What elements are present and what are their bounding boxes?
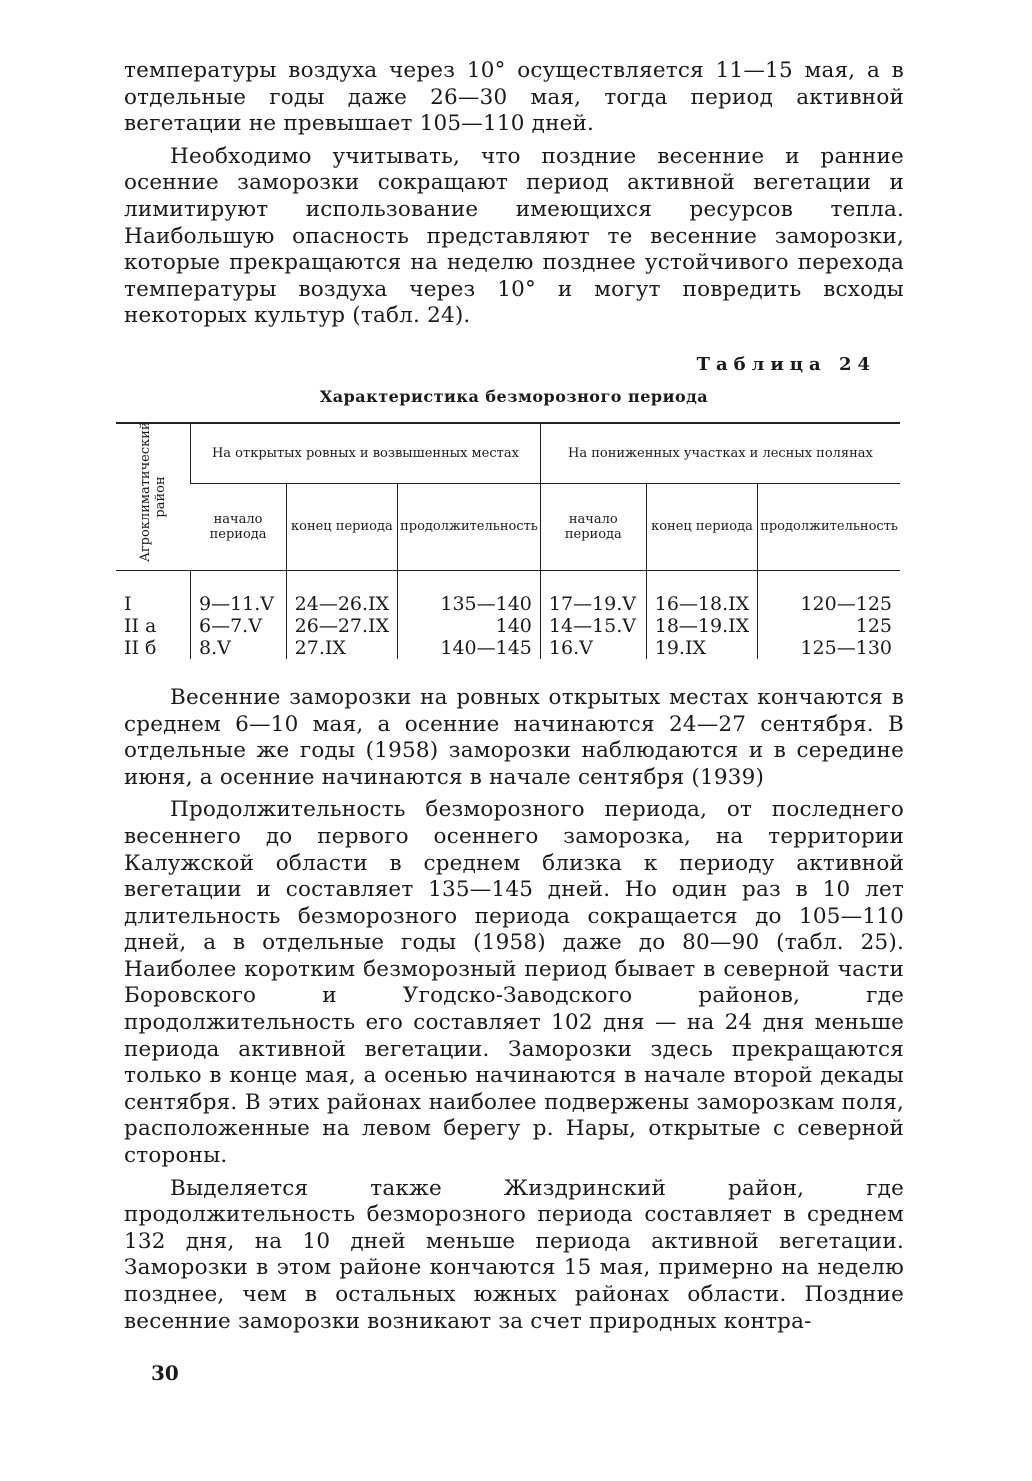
paragraph-4: Продолжительность безморозного периода, от последнего весеннего до первого осеннего заморозка, на территории Калужской области в среднем близка к периоду активной вегетации и составляет 135—145 дней. Но один раз в 10 лет длительность безморозного периода сокращается до 105—110 дней, а в отдельные годы (1958) даже до 80—90 (табл. 25). Наиболее коротким безморозный период бывает в северной части Боровского и Угодско-Заводского районов, где продолжительность его составляет 102 дня — на 24 дня меньше периода активной вегетации. Заморозки здесь прекращаются только в конце мая, а осенью начинаются в начале второй декады сентября. В этих районах наиболее подвержены заморозкам поля, расположенные на левом берегу р. Нары, открытые с северной стороны.: [124, 797, 904, 1169]
low-start-cell: 16.V: [540, 637, 646, 659]
region-cell: I: [124, 592, 132, 615]
paragraph-2: Необходимо учитывать, что поздние весенние и ранние осенние заморозки сокращают период активной вегетации и лимитируют использование имеющихся ресурсов тепла. Наибольшую опасность представляют те весенние заморозки, которые прекращаются на неделю позднее устойчивого перехода температуры воздуха через 10° и могут повредить всходы некоторых культур (табл. 24).: [124, 143, 904, 329]
paragraph-3: Весенние заморозки на ровных открытых местах кончаются в среднем 6—10 мая, а осенние начинаются 24—27 сентября. В отдельные же годы (1958) заморозки наблюдаются и в середине июня, а осенние начинаются в начале сентября (1939): [124, 684, 904, 790]
open-end-cell: 24—26.IX: [286, 570, 397, 615]
low-duration-cell: 120—125: [758, 570, 900, 615]
page-body: [124, 58, 904, 1335]
open-start-header: начало периода: [191, 483, 287, 570]
paragraph-1: температуры воздуха через 10° осуществляется 11—15 мая, а в отдельные годы даже 26—30 мая, тогда период активной вегетации не превышает 105—110 дней.: [124, 58, 904, 137]
low-start-cell: 14—15.V: [540, 615, 646, 637]
low-end-cell: 19.IX: [646, 637, 757, 659]
region-header: Агроклиматический район: [138, 421, 168, 562]
low-end-cell: 16—18.IX: [646, 570, 757, 615]
open-start-cell: 6—7.V: [191, 615, 287, 637]
table-row: [116, 615, 900, 637]
table-row: [116, 570, 900, 615]
open-end-cell: 26—27.IX: [286, 615, 397, 637]
open-start-cell: 8.V: [191, 637, 287, 659]
table-label: Таблица 24: [696, 353, 876, 375]
open-start-cell: 9—11.V: [191, 570, 287, 615]
open-duration-header: продолжительность: [398, 483, 541, 570]
open-duration-cell: 135—140: [398, 570, 541, 615]
group-open-header: На открытых ровных и возвышенных местах: [191, 423, 541, 483]
table-row: [116, 637, 900, 659]
low-duration-cell: 125: [758, 615, 900, 637]
region-header-cell: [116, 423, 191, 571]
low-end-header: конец периода: [646, 483, 757, 570]
frost-free-period-table: [116, 422, 900, 659]
table-title: Характеристика безморозного периода: [319, 386, 709, 406]
open-duration-cell: 140—145: [398, 637, 541, 659]
low-start-header: начало периода: [540, 483, 646, 570]
low-duration-header: продолжительность: [758, 483, 900, 570]
low-duration-cell: 125—130: [758, 637, 900, 659]
low-start-cell: 17—19.V: [540, 570, 646, 615]
open-end-cell: 27.IX: [286, 637, 397, 659]
low-end-cell: 18—19.IX: [646, 615, 757, 637]
open-end-header: конец периода: [286, 483, 397, 570]
region-cell: II а: [124, 614, 157, 637]
region-cell: II б: [124, 636, 157, 659]
page-number: 30: [151, 1361, 179, 1385]
group-low-header: На пониженных участках и лесных полянах: [540, 423, 900, 483]
paragraph-5: Выделяется также Жиздринский район, где продолжительность безморозного периода составляет в среднем 132 дня, на 10 дней меньше периода активной вегетации. Заморозки в этом районе кончаются 15 мая, примерно на неделю позднее, чем в остальных южных районах области. Поздние весенние заморозки возникают за счет природных контра-: [124, 1175, 904, 1334]
open-duration-cell: 140: [398, 615, 541, 637]
